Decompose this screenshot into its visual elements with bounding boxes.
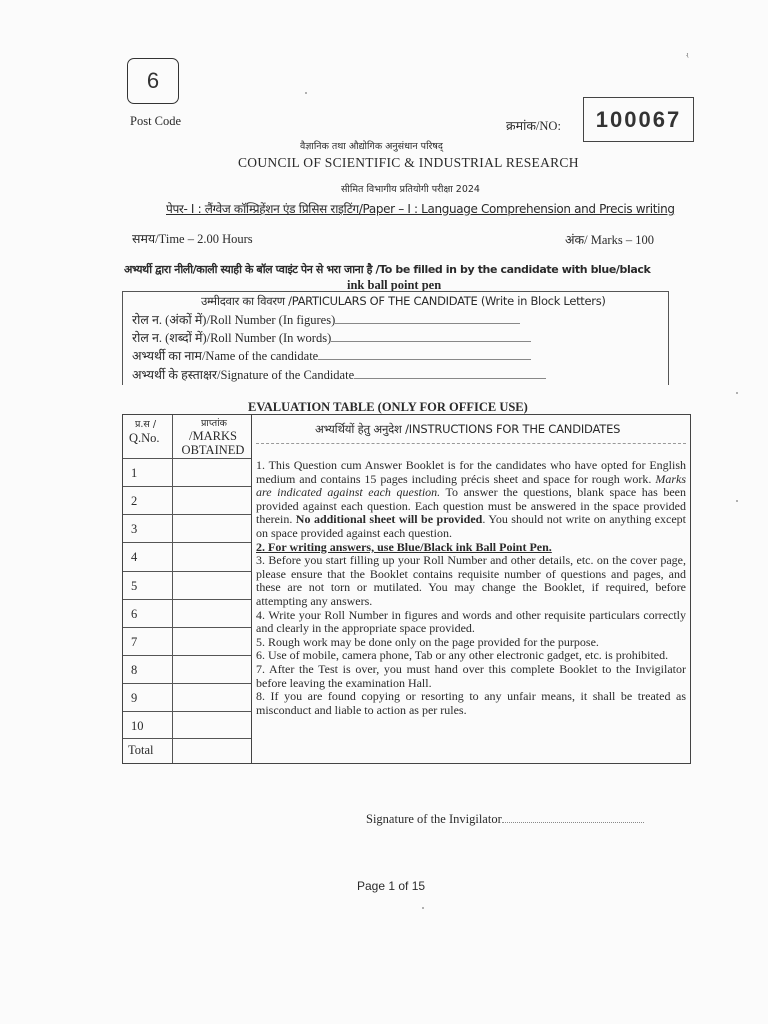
- table-row: [123, 542, 251, 564]
- qno-cell: 1: [131, 466, 138, 480]
- roll-figures-field[interactable]: [335, 323, 520, 324]
- qno-cell: 10: [131, 719, 144, 733]
- qno-cell: 7: [131, 635, 138, 649]
- evaluation-table: [122, 414, 252, 764]
- candidate-name-label: अभ्यर्थी का नाम/Name of the candidate: [132, 349, 319, 363]
- invigilator-signature-row: [366, 812, 644, 827]
- qno-cell: 8: [131, 663, 138, 677]
- total-label: Total: [128, 743, 154, 757]
- serial-label: क्रमांक/NO:: [506, 119, 561, 133]
- scan-speck: [736, 392, 738, 394]
- fill-instruction-line2: ink ball point pen: [347, 278, 442, 292]
- table-row-total: [123, 738, 251, 757]
- qno-cell: 2: [131, 494, 138, 508]
- table-row: [123, 711, 251, 733]
- table-row: [123, 486, 251, 508]
- candidate-signature-label: अभ्यर्थी के हस्ताक्षर/Signature of the Candidate: [132, 368, 355, 382]
- exam-time: समय/Time – 2.00 Hours: [132, 232, 253, 246]
- invigilator-signature-field[interactable]: [502, 822, 644, 823]
- serial-number: 100067: [595, 106, 682, 132]
- scan-speck: [305, 92, 307, 94]
- table-row: [123, 458, 251, 480]
- org-name-hindi: वैज्ञानिक तथा औद्योगिक अनुसंधान परिषद्: [300, 141, 443, 152]
- candidate-signature-field[interactable]: [354, 378, 546, 379]
- qno-cell: 4: [131, 550, 138, 564]
- post-code-label: Post Code: [130, 114, 182, 128]
- roll-figures-label: रोल न. (अंकों में)/Roll Number (In figures): [132, 313, 336, 327]
- instruction-item-1: 1. This Question cum Answer Booklet is for the candidates who have opted for English medium and contains 15 pages including précis sheet and space for rough work. Marks are indicated against each question. To answer the questions, blank space has been provided against each question. Each question must be answered in the space provided therein. No additional sheet will be provided. You should not write on anything except on space provided against each question.: [256, 458, 686, 540]
- instructions-list: [256, 459, 686, 717]
- roll-figures-row: [132, 311, 520, 328]
- qno-cell: 9: [131, 691, 138, 705]
- instruction-item-7: 7. After the Test is over, you must hand over this complete Booklet to the Invigilator before leaving the examination Hall.: [256, 661, 686, 690]
- instruction-item-4: 4. Write your Roll Number in figures and words and other requisite particulars correctly and clearly in the appropriate space provided.: [256, 607, 686, 636]
- corner-mark: ʵ: [686, 50, 689, 62]
- candidate-signature-row: [132, 366, 546, 383]
- marks-header: /MARKS OBTAINED: [181, 429, 245, 457]
- qno-cell: 3: [131, 522, 138, 536]
- table-row: [123, 514, 251, 536]
- org-name-english: COUNCIL OF SCIENTIFIC & INDUSTRIAL RESEARCH: [238, 155, 579, 170]
- table-row: [123, 627, 251, 649]
- roll-words-field[interactable]: [331, 341, 531, 342]
- instruction-item-2: 2. For writing answers, use Blue/Black ink Ball Point Pen.: [256, 539, 552, 554]
- paper-title: पेपर- I : लैंग्वेज कॉम्प्रिहेंशन एंड प्रिसिस राइटिंग/Paper – I : Language Comprehension and Precis writing: [166, 202, 675, 216]
- fill-instruction-line1: अभ्यर्थी द्वारा नीली/काली स्याही के बॉल प्वाइंट पेन से भरा जाना है /To be filled in by the candidate with blue/black: [124, 263, 651, 276]
- instructions-heading: अभ्यर्थियों हेतु अनुदेश /INSTRUCTIONS FOR THE CANDIDATES: [315, 422, 621, 436]
- exam-marks: अंक/ Marks – 100: [565, 233, 654, 247]
- exam-name-hindi: सीमित विभागीय प्रतियोगी परीक्षा 2024: [341, 184, 480, 195]
- qno-header: Q.No.: [129, 431, 160, 445]
- scan-speck: [736, 500, 738, 502]
- post-code-box: [127, 58, 179, 104]
- serial-number-box: [583, 97, 694, 142]
- instruction-item-5: 5. Rough work may be done only on the page provided for the purpose.: [256, 634, 599, 649]
- qno-header-hindi: प्र.स /: [135, 419, 157, 430]
- post-code-value: 6: [146, 68, 160, 93]
- evaluation-title: EVALUATION TABLE (ONLY FOR OFFICE USE): [248, 400, 528, 414]
- table-row: [123, 655, 251, 677]
- page-number: Page 1 of 15: [357, 879, 426, 893]
- table-row: [123, 571, 251, 593]
- candidate-name-field[interactable]: [318, 359, 531, 360]
- instruction-item-3: 3. Before you start filling up your Roll Number and other details, etc. on the cover page, please ensure that the Booklet contains requisite number of questions and pages, and these are not torn or mutilated. You may change the Booklet, if required, before attempting any answers.: [256, 553, 686, 608]
- candidate-name-row: [132, 347, 531, 364]
- roll-words-row: [132, 329, 531, 346]
- qno-cell: 5: [131, 579, 138, 593]
- particulars-heading: उम्मीदवार का विवरण /PARTICULARS OF THE CANDIDATE (Write in Block Letters): [201, 294, 606, 308]
- instruction-item-8: 8. If you are found copying or resorting to any unfair means, it shall be treated as misconduct and liable to action as per rules.: [256, 689, 686, 717]
- table-row: [123, 683, 251, 705]
- instructions-divider: [256, 443, 686, 444]
- instruction-item-6: 6. Use of mobile, camera phone, Tab or any other electronic gadget, etc. is prohibited.: [256, 648, 669, 663]
- scan-speck: [422, 907, 424, 909]
- roll-words-label: रोल न. (शब्दों में)/Roll Number (In words): [132, 331, 332, 345]
- marks-header-hindi: प्राप्तांक: [201, 418, 227, 429]
- table-row: [123, 599, 251, 621]
- invigilator-signature-label: Signature of the Invigilator: [366, 812, 502, 826]
- qno-cell: 6: [131, 607, 138, 621]
